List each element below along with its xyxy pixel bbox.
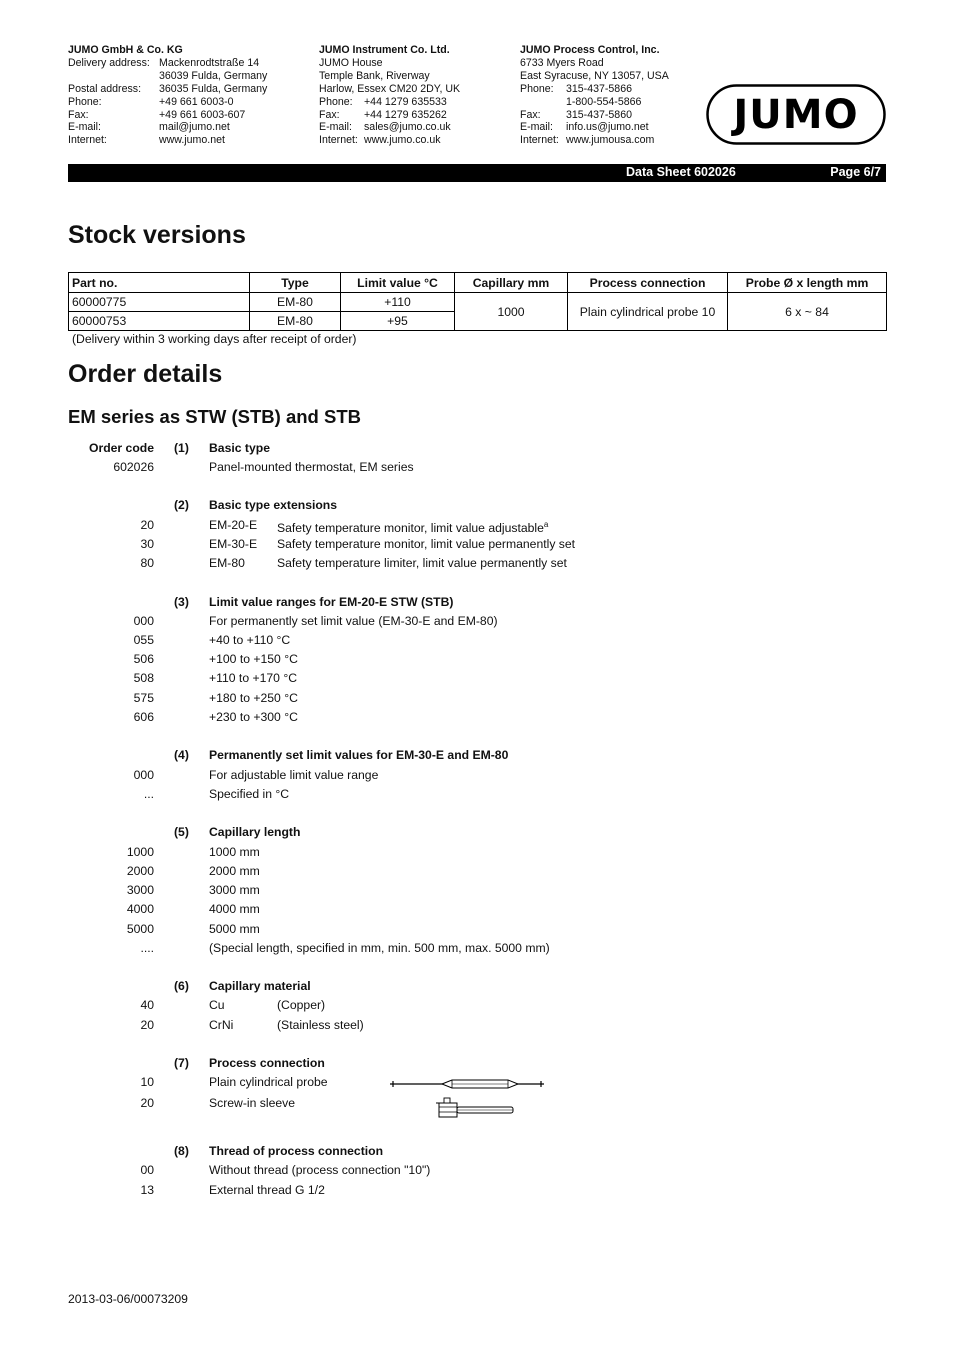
part-number: 60000753 <box>69 312 250 331</box>
order-code: 30 <box>140 537 154 551</box>
type-cell: EM-80 <box>250 312 341 331</box>
fax-value: +49 661 6003-607 <box>159 108 246 121</box>
group-number: (1) <box>174 441 189 455</box>
table-row <box>69 293 887 312</box>
internet-label: Internet: <box>68 134 107 147</box>
plain-probe-drawing <box>390 1077 544 1091</box>
group-number: (8) <box>174 1144 189 1158</box>
address-label <box>68 70 159 83</box>
order-option-text: EM-80 <box>209 556 245 570</box>
group-title: Limit value ranges for EM-20-E STW (STB) <box>209 595 454 609</box>
order-option-text: EM-20-E <box>209 518 258 532</box>
order-option-text: +230 to +300 °C <box>209 710 298 724</box>
address-line: Harlow, Essex CM20 2DY, UK <box>319 82 461 95</box>
order-option-text: External thread G 1/2 <box>209 1183 325 1197</box>
email-link[interactable]: info.us@jumo.net <box>566 121 649 134</box>
order-code: 40 <box>140 998 154 1012</box>
order-option-text: 3000 mm <box>209 883 260 897</box>
order-code: 506 <box>133 652 154 666</box>
order-code: 00 <box>140 1163 154 1177</box>
limit-cell: +110 <box>341 293 455 312</box>
order-option-text: Screw-in sleeve <box>209 1096 296 1110</box>
order-code: 4000 <box>126 902 154 916</box>
page-number: Page 6/7 <box>830 165 881 179</box>
order-option-text: +100 to +150 °C <box>209 652 298 666</box>
phone-value: +49 661 6003-0 <box>159 95 234 108</box>
datasheet-number: Data Sheet 602026 <box>626 165 736 179</box>
order-option-text: Specified in °C <box>209 787 290 801</box>
capillary-cell: 1000 <box>455 293 568 331</box>
email-label: E-mail: <box>319 121 352 134</box>
address-value: 36035 Fulda, Germany <box>159 82 268 95</box>
limit-cell: +95 <box>341 312 455 331</box>
type-cell: EM-80 <box>250 293 341 312</box>
order-code: 575 <box>133 691 154 705</box>
phone-value: 1-800-554-5866 <box>566 95 642 108</box>
phone-value: 315-437-5866 <box>566 82 632 95</box>
order-option-description: Safety temperature monitor, limit value permanently set <box>277 537 576 551</box>
order-code: 2000 <box>126 864 154 878</box>
company-name: JUMO Instrument Co. Ltd. <box>319 44 450 56</box>
order-code: 508 <box>133 671 154 685</box>
order-option-text: For adjustable limit value range <box>209 768 379 782</box>
column-header: Capillary mm <box>455 273 568 293</box>
svg-text:JUMO: JUMO <box>733 92 859 138</box>
fax-label: Fax: <box>520 108 541 121</box>
email-label: E-mail: <box>520 121 553 134</box>
order-option-text: Cu <box>209 998 225 1012</box>
group-title: Basic type <box>209 441 270 455</box>
internet-label: Internet: <box>520 134 559 147</box>
order-option-text: 4000 mm <box>209 902 260 916</box>
connection-cell: Plain cylindrical probe 10 <box>568 293 728 331</box>
website-link[interactable]: www.jumo.net <box>159 134 225 147</box>
stock-versions-heading: Stock versions <box>68 221 246 249</box>
address-inc <box>520 44 669 147</box>
order-code-label: Order code <box>88 441 154 455</box>
phone-label <box>520 96 566 109</box>
email-link[interactable]: mail@jumo.net <box>159 121 230 134</box>
group-number: (6) <box>174 979 189 993</box>
address-value: 36039 Fulda, Germany <box>159 69 268 82</box>
address-label: Postal address: <box>68 82 142 95</box>
stock-table <box>68 272 887 331</box>
order-option-description: Safety temperature monitor, limit value adjustable$^a$ <box>277 520 549 536</box>
group-title: Permanently set limit values for EM-30-E and EM-80 <box>209 748 509 762</box>
order-code: 000 <box>133 614 154 628</box>
address-label: Delivery address: <box>68 56 150 69</box>
column-header: Probe Ø x length mm <box>728 273 887 293</box>
phone-label: Phone: <box>319 95 353 108</box>
column-header: Limit value °C <box>341 273 455 293</box>
order-option-text: Panel-mounted thermostat, EM series <box>209 460 414 474</box>
datasheet-bar <box>68 164 886 182</box>
order-option-text: +110 to +170 °C <box>209 671 297 685</box>
order-option-text: 1000 mm <box>209 845 260 859</box>
order-code: 20 <box>140 518 154 532</box>
order-code: 055 <box>133 633 154 647</box>
order-option-text: CrNi <box>209 1018 234 1032</box>
order-code: 602026 <box>113 460 154 474</box>
order-option-text: Without thread (process connection "10") <box>209 1163 431 1177</box>
group-title: Capillary length <box>209 825 301 839</box>
address-line: 6733 Myers Road <box>520 56 604 69</box>
website-link[interactable]: www.jumo.co.uk <box>364 134 441 147</box>
delivery-note: (Delivery within 3 working days after receipt of order) <box>72 332 357 346</box>
group-number: (4) <box>174 748 189 762</box>
address-value: Mackenrodtstraße 14 <box>159 56 260 69</box>
order-option-text: 2000 mm <box>209 864 260 878</box>
jumo-logo <box>706 84 886 145</box>
group-number: (3) <box>174 595 189 609</box>
order-subtitle: EM series as STW (STB) and STB <box>68 406 361 427</box>
order-code: 20 <box>140 1096 154 1110</box>
email-label: E-mail: <box>68 121 101 134</box>
order-option-description: (Copper) <box>277 998 326 1012</box>
address-gmbh <box>68 44 267 147</box>
fax-value: 315-437-5860 <box>566 108 632 121</box>
phone-label: Phone: <box>520 82 554 95</box>
phone-label: Phone: <box>68 95 102 108</box>
email-link[interactable]: sales@jumo.co.uk <box>364 121 451 134</box>
group-number: (7) <box>174 1056 189 1070</box>
order-option-text: For permanently set limit value (EM-30-E and EM-80) <box>209 614 498 628</box>
column-header: Part no. <box>69 273 250 293</box>
order-details-heading: Order details <box>68 360 223 388</box>
group-title: Basic type extensions <box>209 498 338 512</box>
fax-value: +44 1279 635262 <box>364 108 447 121</box>
address-line: JUMO House <box>319 56 383 69</box>
order-option-text: +40 to +110 °C <box>209 633 291 647</box>
group-number: (5) <box>174 825 189 839</box>
order-code: 000 <box>133 768 154 782</box>
order-code: 5000 <box>126 922 154 936</box>
website-link[interactable]: www.jumousa.com <box>566 134 655 147</box>
order-option-text: Plain cylindrical probe <box>209 1075 328 1089</box>
group-title: Capillary material <box>209 979 311 993</box>
address-line: East Syracuse, NY 13057, USA <box>520 69 669 82</box>
address-line: Temple Bank, Riverway <box>319 69 430 82</box>
order-code: 20 <box>140 1018 154 1032</box>
internet-label: Internet: <box>319 134 358 147</box>
order-option-description: Safety temperature limiter, limit value permanently set <box>277 556 567 570</box>
column-header: Process connection <box>568 273 728 293</box>
phone-value: +44 1279 635533 <box>364 95 447 108</box>
order-option-text: +180 to +250 °C <box>209 691 298 705</box>
order-option-text: (Special length, specified in mm, min. 500 mm, max. 5000 mm) <box>209 941 550 955</box>
document-reference: 2013-03-06/00073209 <box>68 1292 188 1306</box>
column-header: Type <box>250 273 341 293</box>
order-code: 1000 <box>126 845 154 859</box>
footnote-marker: a <box>543 520 549 529</box>
order-code: 13 <box>140 1183 154 1197</box>
order-code: 10 <box>140 1075 154 1089</box>
address-ltd <box>319 44 460 147</box>
order-code: 80 <box>140 556 154 570</box>
group-title: Process connection <box>209 1056 325 1070</box>
order-code: .... <box>140 941 154 955</box>
screw-in-sleeve-drawing <box>436 1097 516 1119</box>
order-code: 606 <box>133 710 154 724</box>
order-option-text: 5000 mm <box>209 922 260 936</box>
order-code: 3000 <box>126 883 154 897</box>
order-option-text: EM-30-E <box>209 537 258 551</box>
part-number: 60000775 <box>69 293 250 312</box>
company-name: JUMO GmbH & Co. KG <box>68 44 183 56</box>
fax-label: Fax: <box>68 108 89 121</box>
order-option-description: (Stainless steel) <box>277 1018 364 1032</box>
group-title: Thread of process connection <box>209 1144 384 1158</box>
order-code: ... <box>143 787 154 801</box>
company-name: JUMO Process Control, Inc. <box>520 44 660 56</box>
table-header-row <box>69 273 887 293</box>
probe-cell: 6 x ~ 84 <box>728 293 887 331</box>
fax-label: Fax: <box>319 108 340 121</box>
group-number: (2) <box>174 498 189 512</box>
